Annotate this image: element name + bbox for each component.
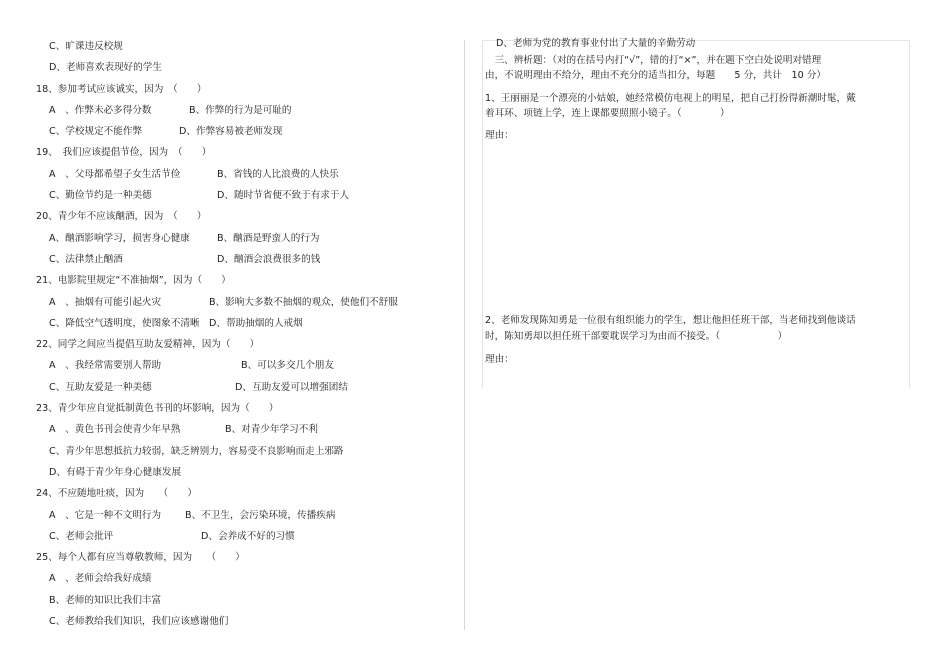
option-row xyxy=(36,377,461,398)
answer-option: D、随时节省便不致于有求于人 xyxy=(217,190,350,202)
answer-option: C、旷课违反校规 xyxy=(49,41,123,52)
answer-box-left-border xyxy=(482,40,483,388)
answer-box-right-border xyxy=(909,40,910,388)
problem-2-line-1: 2、老师发现陈知勇是一位很有组织能力的学生，想让他担任班干部，当老师找到他谈话 xyxy=(485,315,856,326)
section-heading-line-1: 三、辨析题：（对的在括号内打“√”，错的打“×”，并在题下空白处说明对错理 xyxy=(485,54,822,66)
answer-option: B、对青少年学习不利 xyxy=(225,424,318,436)
option-row xyxy=(36,121,461,142)
option-line xyxy=(36,590,461,611)
right-column xyxy=(485,36,905,388)
left-column-questions xyxy=(36,36,461,632)
option-row xyxy=(36,100,461,121)
answer-option: C、老师教给我们知识，我们应该感谢他们 xyxy=(49,616,229,628)
question-stem xyxy=(36,270,461,291)
answer-option: D、会养成不好的习惯 xyxy=(201,530,295,542)
option-row xyxy=(36,505,461,526)
answer-option: D、酗酒会浪费很多的钱 xyxy=(217,253,321,265)
option-row xyxy=(36,419,461,440)
question-text: 19、 我们应该提倡节俭，因为 （ ） xyxy=(36,147,212,159)
option-row xyxy=(36,249,461,270)
question-stem xyxy=(36,206,461,227)
answer-option: B、老师的知识比我们丰富 xyxy=(49,594,162,606)
option-row xyxy=(36,313,461,334)
question-text: 21、电影院里规定“不准抽烟”，因为（ ） xyxy=(36,275,231,287)
question-text: 20、青少年不应该酗酒，因为 （ ） xyxy=(36,211,207,223)
answer-option: A 、抽烟有可能引起火灾 xyxy=(49,296,162,308)
q25-option-d: D、老师为党的教育事业付出了大量的辛勤劳动 xyxy=(496,38,696,49)
answer-option: D、帮助抽烟的人戒烟 xyxy=(209,317,303,329)
problem-1-answer-space[interactable] xyxy=(485,143,905,313)
answer-option: C、降低空气透明度，使图象不清晰 xyxy=(49,317,200,329)
question-stem xyxy=(36,398,461,419)
problem-2-reason-label: 理由： xyxy=(485,354,514,365)
option-row xyxy=(36,228,461,249)
answer-option: C、互助友爱是一种美德 xyxy=(49,381,152,393)
question-stem xyxy=(36,142,461,163)
answer-option: A 、作弊未必多得分数 xyxy=(49,104,152,116)
option-line xyxy=(36,57,461,78)
question-stem xyxy=(36,79,461,100)
option-line xyxy=(36,462,461,483)
answer-option: B、酗酒是野蛮人的行为 xyxy=(217,232,320,244)
problem-1-line-1: 1、王丽丽是一个漂亮的小姑娘，她经常模仿电视上的明星，把自己打扮得新潮时髦，戴 xyxy=(485,92,856,104)
option-row xyxy=(36,164,461,185)
answer-option: B、省钱的人比浪费的人快乐 xyxy=(217,168,339,180)
answer-option: C、法律禁止酗酒 xyxy=(49,253,123,265)
problem-1-reason-label: 理由： xyxy=(485,129,514,141)
answer-option: B、影响大多数不抽烟的观众，使他们不舒服 xyxy=(209,296,398,308)
question-stem xyxy=(36,547,461,568)
question-text: 25、每个人都有应当尊敬教师，因为 （ ） xyxy=(36,552,245,564)
option-row xyxy=(36,355,461,376)
option-line xyxy=(36,36,461,57)
option-line xyxy=(36,568,461,589)
answer-option: D、互助友爱可以增强团结 xyxy=(235,381,348,393)
problem-2 xyxy=(485,313,905,344)
answer-option: A 、它是一种不文明行为 xyxy=(49,509,162,521)
section-heading xyxy=(485,53,905,84)
question-text: 24、不应随地吐痰，因为 （ ） xyxy=(36,488,197,500)
option-line xyxy=(36,611,461,632)
option-line xyxy=(36,441,461,462)
option-row xyxy=(36,185,461,206)
answer-option: D、作弊容易被老师发现 xyxy=(179,126,283,138)
answer-option: D、有碍于青少年身心健康发展 xyxy=(49,466,182,478)
problem-2-answer-space[interactable] xyxy=(485,368,905,388)
answer-option: B、不卫生，会污染环境，传播疾病 xyxy=(185,509,336,521)
question-text: 18、参加考试应该诚实，因为 （ ） xyxy=(36,83,207,95)
question-text: 22、同学之间应当提倡互助友爱精神，因为（ ） xyxy=(36,339,260,351)
column-divider xyxy=(464,40,465,630)
answer-option: A、酗酒影响学习，损害身心健康 xyxy=(49,232,190,244)
section-heading-line-2: 由，不说明理由不给分，理由不充分的适当扣分，每题 5 分，共计 10 分） xyxy=(485,70,827,81)
question-stem xyxy=(36,483,461,504)
answer-option: A 、父母都希望子女生活节俭 xyxy=(49,168,181,180)
answer-option: C、勤俭节约是一种美德 xyxy=(49,190,152,202)
problem-1-line-2: 着耳环、项链上学，连上课都要照照小镜子。（ ） xyxy=(485,108,730,119)
problem-1 xyxy=(485,91,905,122)
answer-option: A 、老师会给我好成绩 xyxy=(49,573,152,585)
option-row xyxy=(36,526,461,547)
answer-option: A 、黄色书刊会使青少年早熟 xyxy=(49,424,181,436)
option-row xyxy=(36,292,461,313)
answer-option: C、学校规定不能作弊 xyxy=(49,126,143,138)
question-text: 23、青少年应自觉抵制黄色书刊的坏影响，因为（ ） xyxy=(36,403,279,415)
answer-option: B、可以多交几个朋友 xyxy=(241,360,334,372)
answer-option: D、老师喜欢表现好的学生 xyxy=(49,62,162,74)
answer-option: C、青少年思想抵抗力较弱，缺乏辨别力，容易受不良影响而走上邪路 xyxy=(49,445,344,457)
answer-option: A 、我经常需要别人帮助 xyxy=(49,360,162,372)
answer-option: C、老师会批评 xyxy=(49,530,114,542)
problem-2-line-2: 时，陈知勇却以担任班干部要耽误学习为由而不接受。（ ） xyxy=(485,330,788,342)
answer-option: B、作弊的行为是可耻的 xyxy=(189,104,292,116)
question-stem xyxy=(36,334,461,355)
